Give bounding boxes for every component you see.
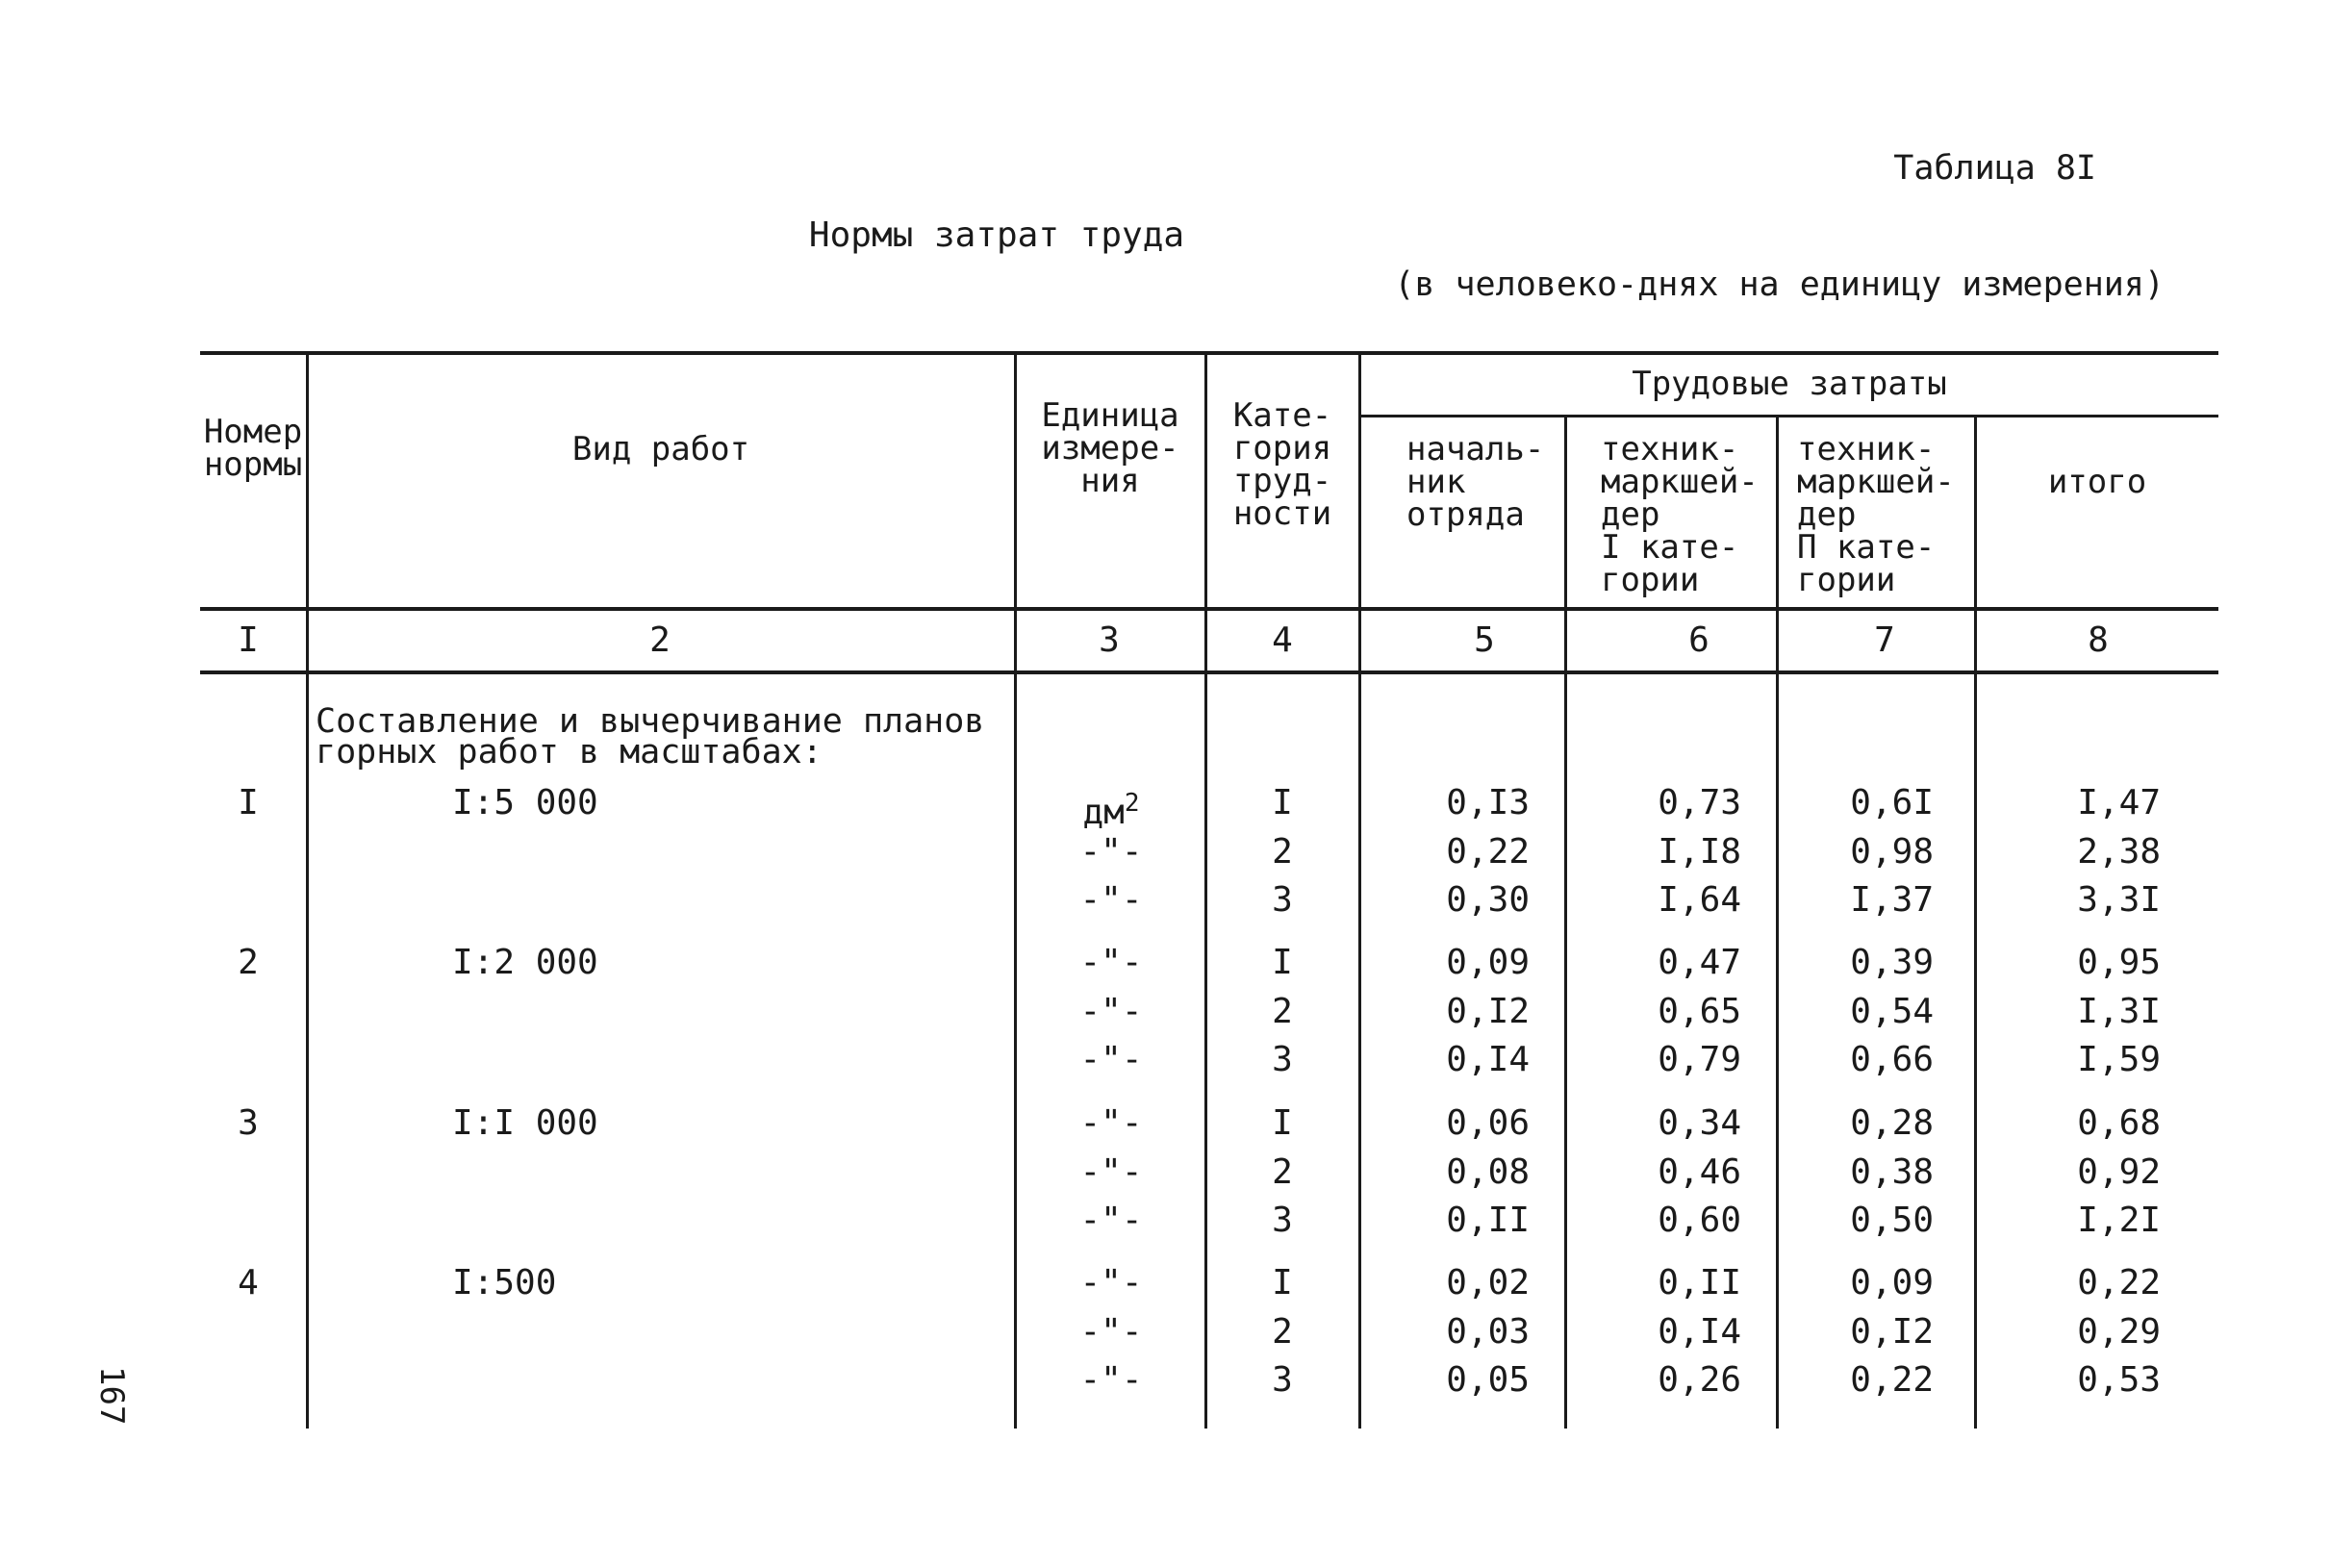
- surveyor-cat1-value: 0,I4: [1658, 1312, 1741, 1352]
- page-number: 167: [92, 1366, 131, 1426]
- column-number: 5: [1474, 620, 1495, 660]
- surveyor-cat1-value: I,64: [1658, 880, 1741, 920]
- total-value: 0,29: [2077, 1312, 2161, 1352]
- surveyor-cat2-value: 0,66: [1850, 1040, 1934, 1079]
- rule-header-bottom: [200, 607, 2218, 611]
- total-value: 0,92: [2077, 1152, 2161, 1192]
- total-value: 0,53: [2077, 1360, 2161, 1400]
- header-work-type: Вид работ: [571, 430, 750, 468]
- difficulty-category-cell: 2: [1272, 1312, 1293, 1352]
- header-norm-number-line-2: нормы: [203, 445, 303, 484]
- total-value: I,47: [2077, 783, 2161, 822]
- total-value: I,2I: [2077, 1201, 2161, 1240]
- work-type-cell: I:500: [452, 1263, 557, 1302]
- surveyor-cat2-value: 0,38: [1850, 1152, 1934, 1192]
- unit-cell: [1029, 784, 1193, 832]
- surveyor-cat1-value: 0,79: [1658, 1040, 1741, 1079]
- surveyor-cat1-value: 0,60: [1658, 1201, 1741, 1240]
- header-surveyor-cat2-line-5: гории: [1797, 561, 1896, 599]
- vline-7: [1974, 415, 1977, 1429]
- unit-ditto-cell: -"-: [1079, 1263, 1143, 1302]
- rule-top: [200, 351, 2218, 355]
- squad-leader-value: 0,30: [1446, 880, 1530, 920]
- surveyor-cat2-value: 0,I2: [1850, 1312, 1934, 1352]
- header-surveyor-cat2-line-1: техник-: [1797, 430, 1936, 468]
- surveyor-cat1-value: 0,46: [1658, 1152, 1741, 1192]
- squad-leader-value: 0,02: [1446, 1263, 1530, 1302]
- header-norm-number-line-1: Номер: [203, 413, 303, 451]
- table-title: Нормы затрат труда: [808, 215, 1185, 255]
- difficulty-category-cell: I: [1272, 1263, 1293, 1302]
- unit-ditto-cell: -"-: [1079, 1103, 1143, 1143]
- squad-leader-value: 0,05: [1446, 1360, 1530, 1400]
- surveyor-cat1-value: 0,26: [1658, 1360, 1741, 1400]
- header-difficulty-line-3: труд-: [1232, 462, 1332, 500]
- surveyor-cat2-value: 0,50: [1850, 1201, 1934, 1240]
- difficulty-category-cell: 3: [1272, 1360, 1293, 1400]
- header-unit-line-3: ния: [1080, 462, 1140, 500]
- header-surveyor-cat1-line-2: маркшей-: [1601, 463, 1759, 501]
- unit-ditto-cell: -"-: [1079, 1360, 1143, 1400]
- column-number: 3: [1099, 620, 1120, 660]
- unit-ditto-cell: -"-: [1079, 880, 1143, 920]
- header-total: итого: [2047, 463, 2147, 501]
- section-title-line-2: горных работ в масштабах:: [316, 733, 823, 771]
- surveyor-cat1-value: 0,47: [1658, 943, 1741, 982]
- table-number: Таблица 8I: [1893, 149, 2096, 188]
- header-surveyor-cat2: [1797, 430, 1955, 599]
- surveyor-cat2-value: 0,09: [1850, 1263, 1934, 1302]
- norm-number-cell: 2: [238, 943, 259, 982]
- unit-ditto-cell: -"-: [1079, 1201, 1143, 1240]
- header-surveyor-cat1-line-3: дер: [1601, 495, 1660, 534]
- header-surveyor-cat2-line-4: П кате-: [1797, 528, 1936, 567]
- vline-2: [1014, 351, 1017, 1429]
- squad-leader-value: 0,I2: [1446, 992, 1530, 1031]
- table-subtitle: (в человеко-днях на единицу измерения): [1394, 266, 2165, 304]
- column-number: 7: [1874, 620, 1895, 660]
- squad-leader-value: 0,I4: [1446, 1040, 1530, 1079]
- header-squad-leader: [1406, 430, 1545, 534]
- column-number: 2: [649, 620, 671, 660]
- rule-group: [1360, 415, 2218, 417]
- difficulty-category-cell: 2: [1272, 1152, 1293, 1192]
- header-squad-leader-line-2: ник: [1406, 463, 1466, 501]
- norm-number-cell: I: [238, 783, 259, 822]
- unit-ditto-cell: -"-: [1079, 832, 1143, 872]
- surveyor-cat1-value: 0,65: [1658, 992, 1741, 1031]
- surveyor-cat1-value: 0,73: [1658, 783, 1741, 822]
- header-squad-leader-line-1: началь-: [1406, 430, 1545, 468]
- squad-leader-value: 0,II: [1446, 1201, 1530, 1240]
- vline-4: [1358, 351, 1361, 1429]
- header-difficulty-line-4: ности: [1232, 494, 1332, 533]
- vline-1: [306, 351, 309, 1429]
- difficulty-category-cell: 2: [1272, 832, 1293, 872]
- header-norm-number: [200, 413, 306, 484]
- header-unit-line-2: измере-: [1041, 429, 1179, 468]
- header-unit-line-1: Единица: [1041, 396, 1179, 435]
- total-value: 0,95: [2077, 943, 2161, 982]
- surveyor-cat2-value: 0,6I: [1850, 783, 1934, 822]
- squad-leader-value: 0,09: [1446, 943, 1530, 982]
- column-number: I: [238, 620, 259, 660]
- header-difficulty-category: [1206, 396, 1358, 533]
- total-value: 3,3I: [2077, 880, 2161, 920]
- section-title: [316, 702, 985, 771]
- difficulty-category-cell: 3: [1272, 1201, 1293, 1240]
- difficulty-category-cell: 3: [1272, 880, 1293, 920]
- rule-numbers-bottom: [200, 670, 2218, 674]
- total-value: 0,68: [2077, 1103, 2161, 1143]
- vline-5: [1564, 415, 1567, 1429]
- norm-number-cell: 4: [238, 1263, 259, 1302]
- surveyor-cat2-value: I,37: [1850, 880, 1934, 920]
- column-number: 6: [1688, 620, 1710, 660]
- surveyor-cat2-value: 0,22: [1850, 1360, 1934, 1400]
- surveyor-cat2-value: 0,28: [1850, 1103, 1934, 1143]
- squad-leader-value: 0,06: [1446, 1103, 1530, 1143]
- difficulty-category-cell: 3: [1272, 1040, 1293, 1079]
- difficulty-category-cell: I: [1272, 943, 1293, 982]
- surveyor-cat2-value: 0,54: [1850, 992, 1934, 1031]
- total-value: I,3I: [2077, 992, 2161, 1031]
- squad-leader-value: 0,03: [1446, 1312, 1530, 1352]
- header-unit: [1016, 396, 1204, 500]
- total-value: 0,22: [2077, 1263, 2161, 1302]
- unit-text: дм: [1082, 793, 1125, 832]
- unit-superscript: 2: [1124, 789, 1140, 818]
- work-type-cell: I:I 000: [452, 1103, 598, 1143]
- header-surveyor-cat1-line-4: I кате-: [1601, 528, 1739, 567]
- surveyor-cat1-value: 0,II: [1658, 1263, 1741, 1302]
- header-surveyor-cat1-line-1: техник-: [1601, 430, 1739, 468]
- squad-leader-value: 0,08: [1446, 1152, 1530, 1192]
- unit-ditto-cell: -"-: [1079, 992, 1143, 1031]
- header-squad-leader-line-3: отряда: [1406, 495, 1525, 534]
- squad-leader-value: 0,22: [1446, 832, 1530, 872]
- header-labor-costs-group: Трудовые затраты: [1632, 365, 1947, 403]
- unit-ditto-cell: -"-: [1079, 1040, 1143, 1079]
- surveyor-cat2-value: 0,39: [1850, 943, 1934, 982]
- total-value: 2,38: [2077, 832, 2161, 872]
- header-surveyor-cat1-line-5: гории: [1601, 561, 1700, 599]
- difficulty-category-cell: I: [1272, 783, 1293, 822]
- unit-ditto-cell: -"-: [1079, 1152, 1143, 1192]
- header-surveyor-cat2-line-3: дер: [1797, 495, 1857, 534]
- difficulty-category-cell: I: [1272, 1103, 1293, 1143]
- norm-number-cell: 3: [238, 1103, 259, 1143]
- column-number: 4: [1272, 620, 1293, 660]
- unit-ditto-cell: -"-: [1079, 1312, 1143, 1352]
- header-difficulty-line-2: гория: [1232, 429, 1332, 468]
- surveyor-cat1-value: 0,34: [1658, 1103, 1741, 1143]
- section-title-line-1: Составление и вычерчивание планов: [316, 702, 985, 741]
- header-difficulty-line-1: Кате-: [1232, 396, 1332, 435]
- unit-ditto-cell: -"-: [1079, 943, 1143, 982]
- work-type-cell: I:5 000: [452, 783, 598, 822]
- column-number: 8: [2088, 620, 2109, 660]
- difficulty-category-cell: 2: [1272, 992, 1293, 1031]
- header-surveyor-cat1: [1601, 430, 1759, 599]
- squad-leader-value: 0,I3: [1446, 783, 1530, 822]
- work-type-cell: I:2 000: [452, 943, 598, 982]
- total-value: I,59: [2077, 1040, 2161, 1079]
- vline-6: [1776, 415, 1779, 1429]
- header-surveyor-cat2-line-2: маркшей-: [1797, 463, 1955, 501]
- surveyor-cat2-value: 0,98: [1850, 832, 1934, 872]
- surveyor-cat1-value: I,I8: [1658, 832, 1741, 872]
